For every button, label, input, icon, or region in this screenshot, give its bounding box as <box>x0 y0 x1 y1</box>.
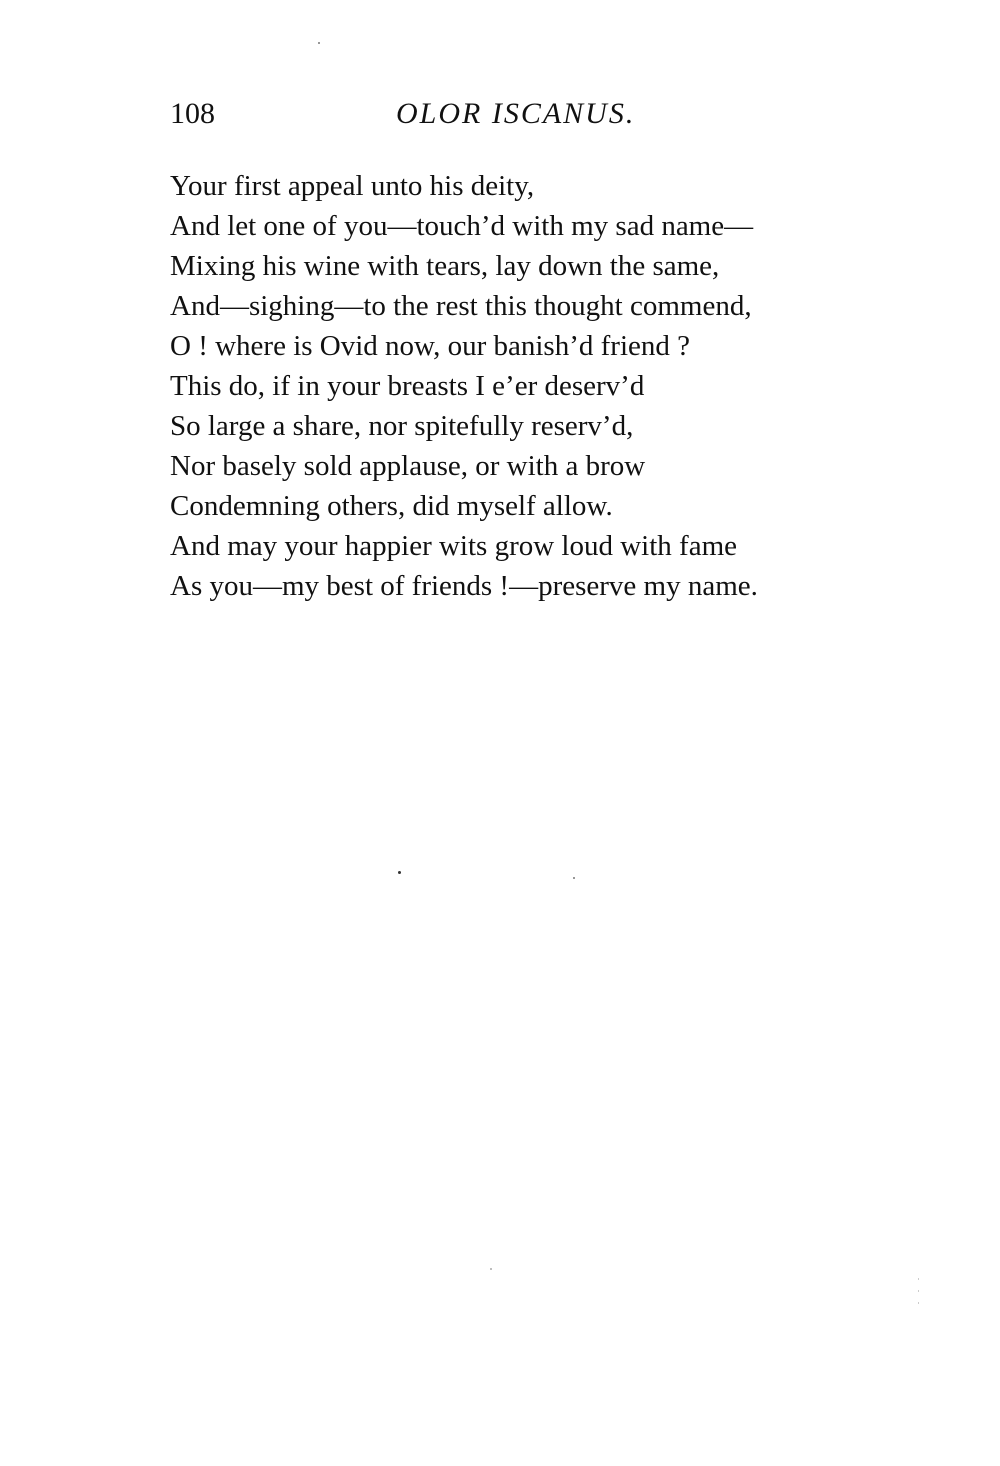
scan-speck <box>573 877 575 879</box>
scan-speck <box>918 1278 919 1280</box>
page-number: 108 <box>170 97 215 130</box>
poem-line: And may your happier wits grow loud with fame <box>170 530 738 562</box>
poem-line: As you—my best of friends !—preserve my name. <box>170 570 758 602</box>
running-title: OLOR ISCANUS. <box>396 97 636 130</box>
poem-line: Your first appeal unto his deity, <box>170 170 535 202</box>
poem-text <box>170 166 890 606</box>
running-head <box>170 92 870 136</box>
scan-speck <box>490 1268 492 1270</box>
scan-speck <box>918 1290 919 1292</box>
poem-line: Mixing his wine with tears, lay down the same, <box>170 250 720 282</box>
poem-line: And let one of you—touch’d with my sad name— <box>170 210 754 242</box>
scan-speck <box>318 42 320 44</box>
scan-speck <box>398 871 401 874</box>
poem-line: So large a share, nor spitefully reserv’d, <box>170 410 634 442</box>
poem-line: This do, if in your breasts I e’er deserv’d <box>170 370 645 402</box>
poem-line: And—sighing—to the rest this thought commend, <box>170 290 752 322</box>
poem-line: Condemning others, did myself allow. <box>170 490 613 522</box>
poem-line: O ! where is Ovid now, our banish’d friend ? <box>170 330 690 362</box>
scan-speck <box>918 1302 919 1304</box>
poem-line: Nor basely sold applause, or with a brow <box>170 450 646 482</box>
